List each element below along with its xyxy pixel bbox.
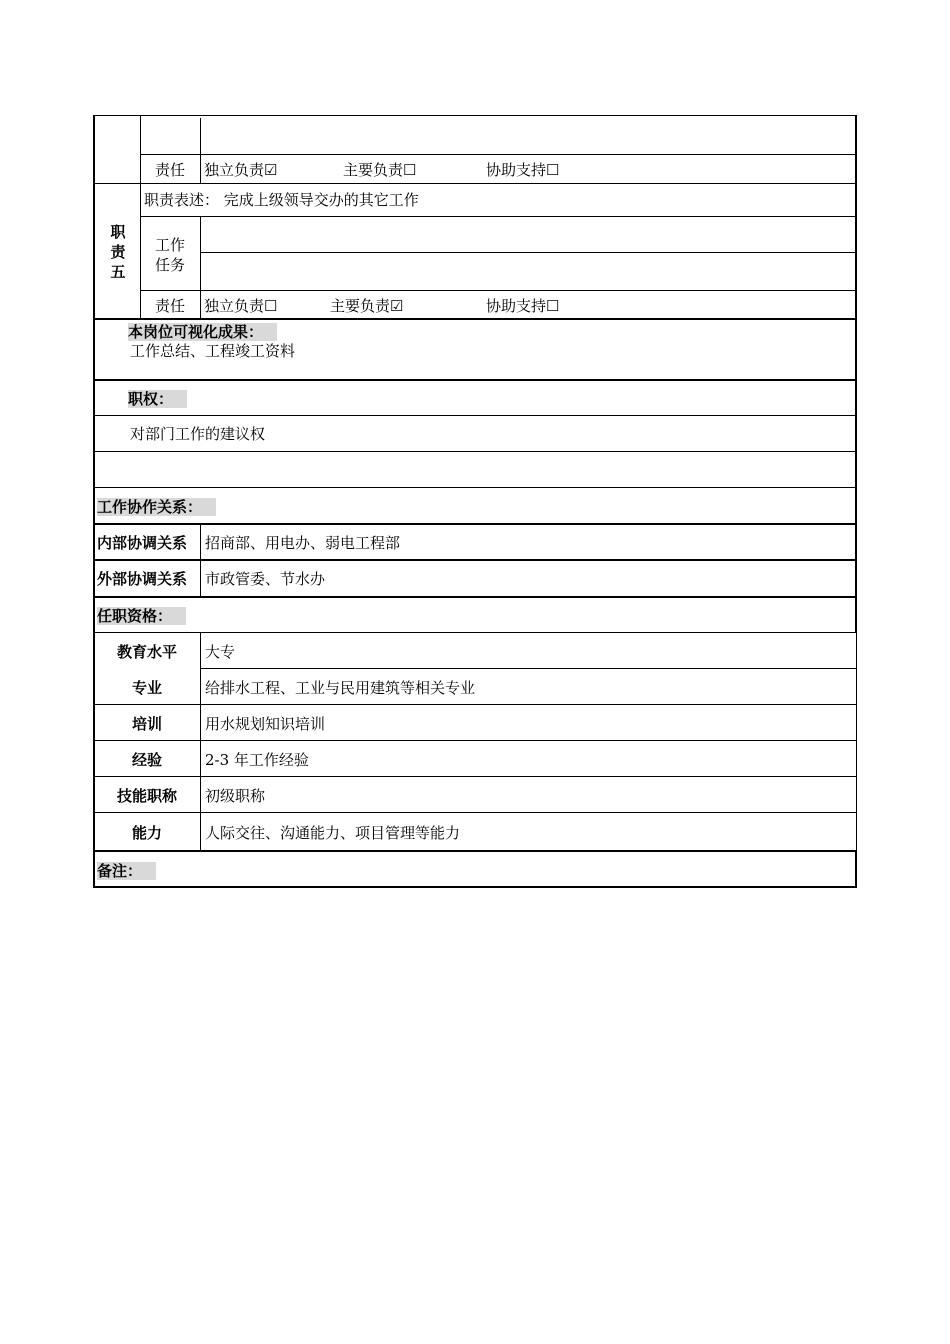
main-option: 主要负责☐ [343,161,417,179]
external-label: 外部协调关系 [97,570,188,588]
internal-value: 招商部、用电办、弱电工程部 [205,534,401,552]
independent-option: 独立负责☑ [204,161,278,179]
line-16 [93,704,856,705]
border-left [93,115,95,888]
line-18 [93,776,856,777]
authority-heading: 职权： [128,390,187,408]
line-bottom [93,886,857,888]
independent-option: 独立负责☐ [204,297,278,315]
cooperation-heading: 工作协作关系： [97,498,216,516]
visual-results-content: 工作总结、工程竣工资料 [130,342,296,360]
line-5 [140,290,856,291]
duty-top-divider [200,118,201,183]
line-1 [140,154,856,155]
assist-option: 协助支持☐ [486,297,560,315]
experience-value: 2-3 年工作经验 [205,751,309,769]
responsibility-label: 责任 [155,161,186,179]
duty-description: 职责表述： 完成上级领导交办的其它工作 [144,191,419,209]
task-label-line2: 任务 [155,256,186,274]
border-right-upper [855,115,857,632]
line-14 [93,632,856,633]
line-11 [93,523,857,525]
line-6 [93,318,857,320]
main-option: 主要负责☑ [330,297,404,315]
line-13 [93,596,857,598]
visual-results-heading: 本岗位可视化成果： [128,323,277,341]
line-15 [200,668,856,669]
duty-five-title-char: 职 [110,223,126,241]
line-12 [93,559,857,561]
line-top [93,115,857,116]
training-label: 培训 [131,715,162,733]
external-value: 市政管委、节水办 [205,570,326,588]
assist-option: 协助支持☐ [486,161,560,179]
internal-label: 内部协调关系 [97,534,188,552]
education-value: 大专 [205,643,236,661]
ability-label: 能力 [131,824,162,842]
ability-value: 人际交往、沟通能力、项目管理等能力 [205,824,461,842]
line-19 [93,812,856,813]
responsibility-label: 责任 [155,297,186,315]
skill-title-value: 初级职称 [205,787,266,805]
duty5-divider [200,216,201,320]
line-20 [93,850,857,852]
line-3 [140,216,856,217]
line-9 [93,451,856,452]
border-right-lower [855,851,857,888]
authority-content: 对部门工作的建议权 [130,425,266,443]
major-label: 专业 [131,679,162,697]
qual-divider [200,632,201,850]
border-right-middle [856,632,857,852]
qualifications-heading: 任职资格： [97,607,186,625]
major-value: 给排水工程、工业与民用建筑等相关专业 [205,679,476,697]
duty-five-title [106,222,130,282]
line-17 [93,740,856,741]
line-4 [200,252,856,253]
duty-five-title-char: 五 [110,263,126,281]
notes-heading: 备注： [97,862,156,880]
line-8 [93,415,856,416]
task-label-line1: 工作 [155,236,186,254]
line-10 [93,487,856,488]
line-7 [93,379,857,381]
skill-title-label: 技能职称 [116,787,177,805]
line-2 [93,183,856,184]
education-label: 教育水平 [116,643,177,661]
coop-divider [200,523,201,596]
duty-five-title-char: 责 [110,243,126,261]
experience-label: 经验 [131,751,162,769]
training-value: 用水规划知识培训 [205,715,326,733]
